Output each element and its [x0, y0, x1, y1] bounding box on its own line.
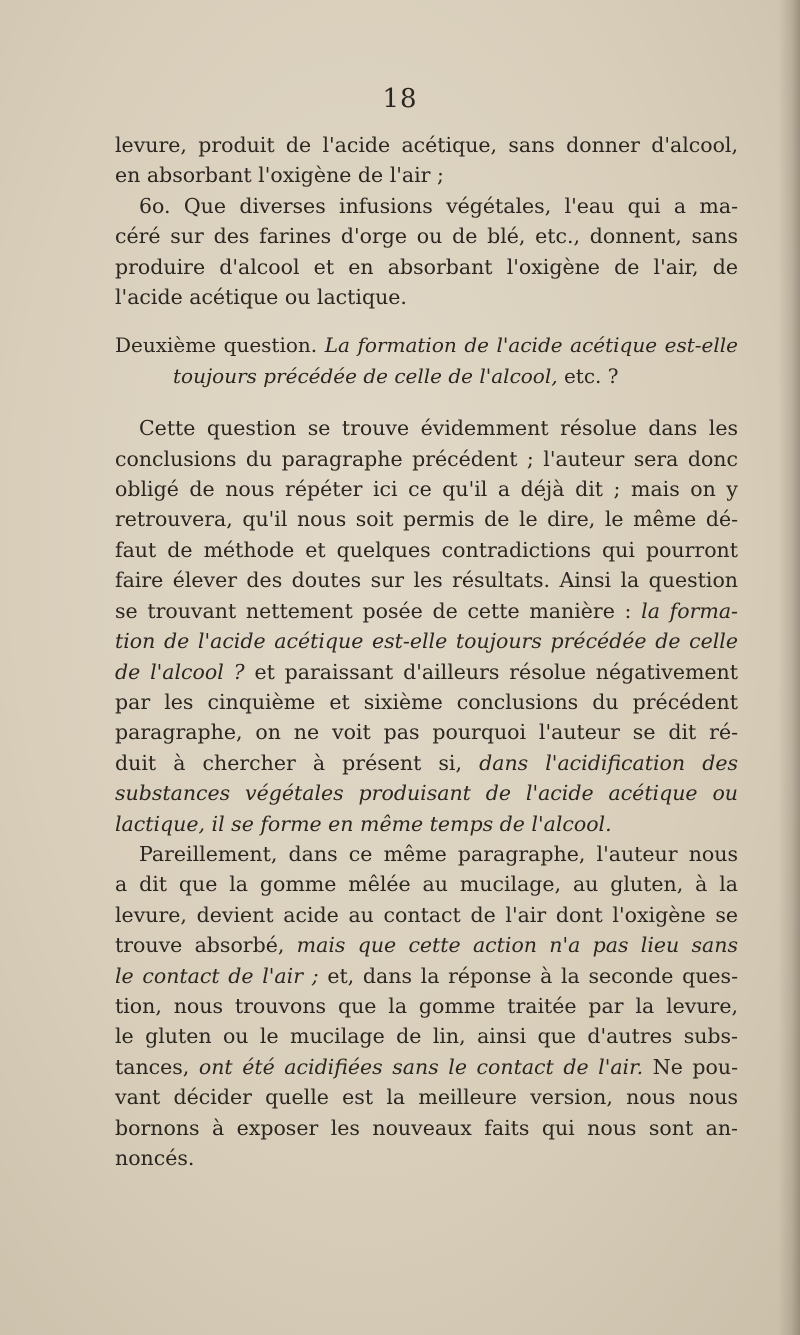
text-segment-italic: de l'alcool ? [115, 659, 245, 684]
text-segment: et, dans la réponse à la seconde ques- [327, 963, 738, 988]
text-line: en absorbant l'oxigène de l'air ; [115, 163, 444, 188]
text-line: tion, nous trouvons que la gomme traitée par la levure, [115, 993, 738, 1018]
text-line: substances végétales produisant de l'acide acétique ou [115, 781, 738, 806]
text-line: obligé de nous répéter ici ce qu'il a déjà dit ; mais on y [115, 477, 738, 502]
question-text: La formation de l'acide acétique est-elle [324, 333, 738, 358]
text-line: Cette question se trouve évidemment résolue dans les [139, 416, 738, 441]
text-line [115, 930, 738, 960]
text-segment: Ne pou- [652, 1054, 738, 1079]
text-line: lactique, il se forme en même temps de l'alcool. [115, 811, 612, 836]
text-segment-italic: la forma- [641, 598, 738, 623]
text-segment: duit à chercher à présent si, [115, 750, 462, 775]
question-heading-cont [115, 361, 738, 391]
text-segment: tances, [115, 1054, 190, 1079]
text-line: conclusions du paragraphe précédent ; l'auteur sera donc [115, 446, 738, 471]
text-line: paragraphe, on ne voit pas pourquoi l'auteur se dit ré- [115, 720, 738, 745]
page-body [115, 130, 738, 1173]
text-line: noncés. [115, 1146, 195, 1170]
page-edge-shadow [778, 0, 800, 1335]
text-line: Pareillement, dans ce même paragraphe, l'auteur nous [139, 841, 738, 866]
text-line: retrouvera, qu'il nous soit permis de le dire, le même dé- [115, 507, 738, 532]
text-line: produire d'alcool et en absorbant l'oxigène de l'air, de [115, 254, 738, 279]
text-line: 6o. Que diverses infusions végétales, l'eau qui a ma- [139, 193, 738, 218]
text-line: faut de méthode et quelques contradictions qui pourront [115, 537, 738, 562]
text-line [115, 1052, 738, 1082]
text-segment-italic: mais que cette action n'a pas lieu sans [296, 933, 738, 958]
text-line: céré sur des farines d'orge ou de blé, etc., donnent, sans [115, 224, 738, 249]
question-label: Deuxième question. [115, 333, 318, 358]
text-segment: et paraissant d'ailleurs résolue négativement [254, 659, 738, 684]
text-line: faire élever des doutes sur les résultats. Ainsi la question [115, 568, 738, 593]
text-segment-italic: ont été acidifiées sans le contact de l'air. [198, 1054, 644, 1079]
text-segment-italic: dans l'acidification des [479, 750, 738, 775]
text-line: levure, devient acide au contact de l'air dont l'oxigène se [115, 902, 738, 927]
text-line [115, 657, 738, 687]
text-line: vant décider quelle est la meilleure version, nous nous [115, 1085, 738, 1110]
question-text: toujours précédée de celle de l'alcool, [173, 363, 558, 388]
text-line [115, 596, 738, 626]
page-number: 18 [382, 84, 418, 114]
text-segment: trouve absorbé, [115, 933, 285, 958]
text-line: levure, produit de l'acide acétique, sans donner d'alcool, [115, 133, 738, 157]
text-line [115, 748, 738, 778]
text-segment: se trouvant nettement posée de cette manière : [115, 598, 632, 623]
text-line: bornons à exposer les nouveaux faits qui nous sont an- [115, 1115, 738, 1140]
text-line: l'acide acétique ou lactique. [115, 285, 407, 310]
text-line [115, 961, 738, 991]
question-heading [115, 330, 738, 360]
text-segment-italic: le contact de l'air ; [115, 963, 319, 988]
text-line: tion de l'acide acétique est-elle toujours précédée de celle [115, 629, 738, 654]
question-text-end: etc. ? [563, 363, 619, 388]
text-line: par les cinquième et sixième conclusions du précédent [115, 689, 738, 714]
text-line: le gluten ou le mucilage de lin, ainsi que d'autres subs- [115, 1024, 738, 1049]
text-line: a dit que la gomme mêlée au mucilage, au gluten, à la [115, 872, 738, 897]
